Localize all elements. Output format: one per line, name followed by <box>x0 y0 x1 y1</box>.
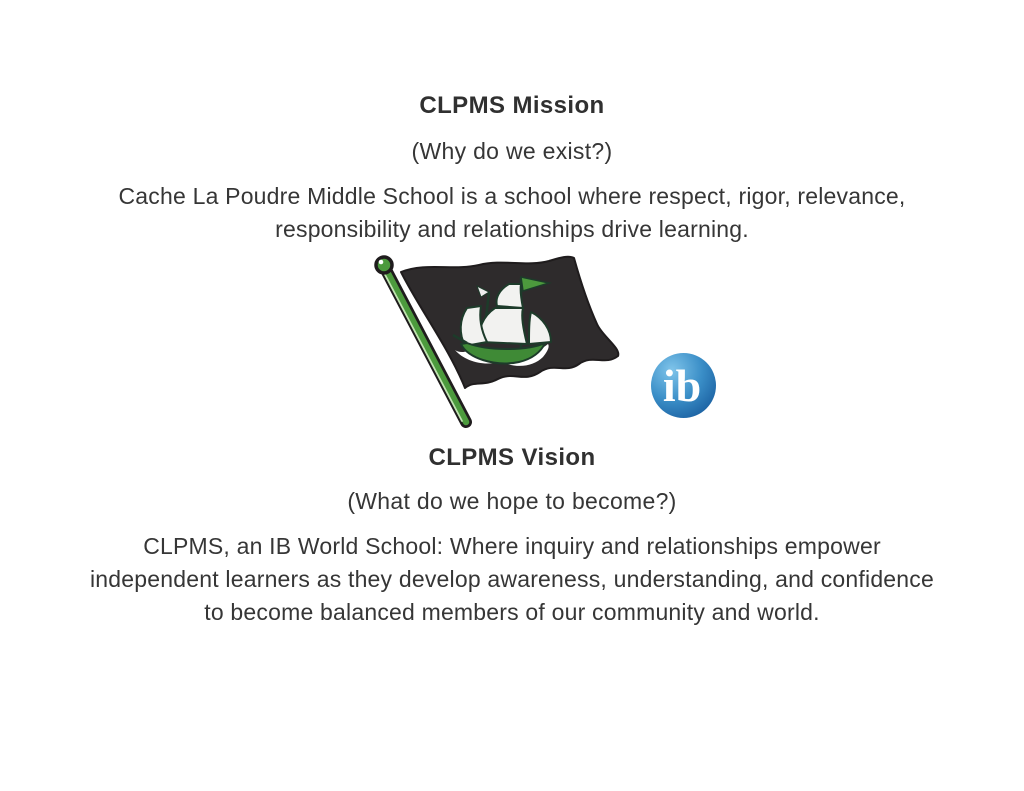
pirate-ship-flag-icon <box>371 250 629 434</box>
flag-pole-knob-highlight <box>379 260 384 265</box>
flag-pole-knob <box>376 257 392 273</box>
mission-title: CLPMS Mission <box>419 92 605 119</box>
vision-subtitle: (What do we hope to become?) <box>347 488 677 514</box>
ib-logo-icon <box>650 352 717 419</box>
vision-title: CLPMS Vision <box>428 444 596 471</box>
mission-subtitle: (Why do we exist?) <box>411 138 613 164</box>
ib-logo-letters: ib <box>662 360 702 411</box>
mission-body-text: Cache La Poudre Middle School is a school where respect, rigor, relevance, responsibility and relationships drive learning. <box>118 183 906 242</box>
ib-logo <box>650 352 717 419</box>
vision-body-text: CLPMS, an IB World School: Where inquiry and relationships empower independent learners as they develop awareness, understanding, and confidence to become balanced members of our community and world. <box>90 533 934 625</box>
school-flag-image <box>371 250 629 434</box>
artwork-row <box>0 250 1024 436</box>
